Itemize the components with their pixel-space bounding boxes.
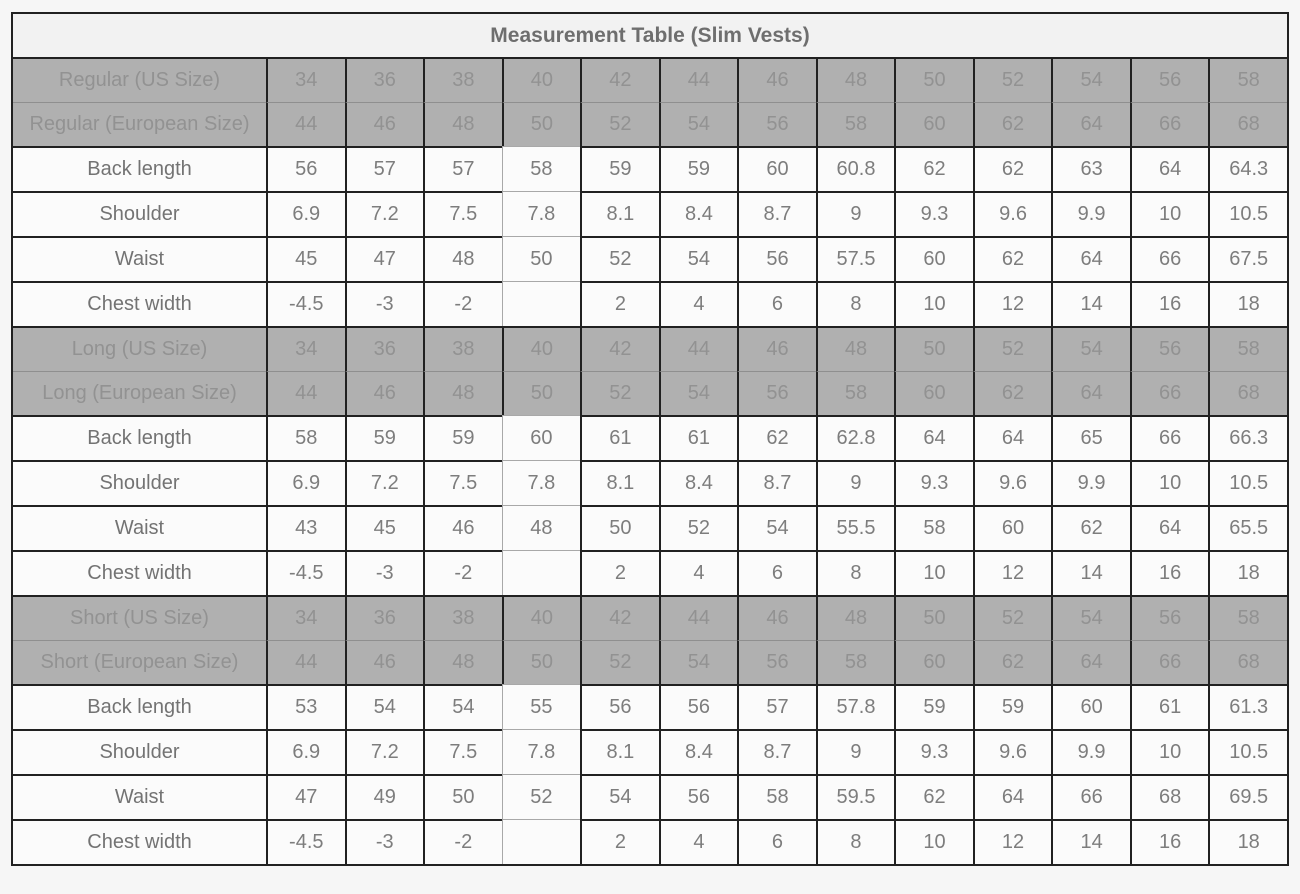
measurement-value-cell: 63 [1051,146,1130,191]
measurement-value-cell: 6.9 [266,191,345,236]
measurement-table [11,12,1289,866]
measurement-value-cell: 8.1 [580,729,659,774]
measurement-value-cell: 6 [737,550,816,595]
measurement-value-cell: 62 [973,236,1052,281]
section-long-us-size-row [13,326,1287,371]
measurement-value-cell: 47 [345,236,424,281]
eu-size-cell: 68 [1208,102,1287,146]
measurement-value-cell: 9.6 [973,460,1052,505]
measurement-value-cell: 64 [894,415,973,460]
measurement-value-cell: 9.3 [894,460,973,505]
eu-size-cell: 56 [737,102,816,146]
us-size-cell: 50 [894,57,973,102]
us-size-cell: 38 [423,595,502,640]
measurement-value-cell: 2 [580,550,659,595]
us-size-cell: 34 [266,57,345,102]
measurement-label: Shoulder [13,460,266,505]
measurement-row [13,281,1287,326]
measurement-value-cell: 66.3 [1208,415,1287,460]
measurement-value-cell: -4.5 [266,281,345,326]
measurement-value-cell: -2 [423,281,502,326]
measurement-value-cell: 60 [1051,684,1130,729]
measurement-row [13,819,1287,864]
measurement-row [13,550,1287,595]
measurement-value-cell: 6 [737,819,816,864]
measurement-value-cell: 68 [1130,774,1209,819]
section-short-eu-size-row [13,640,1287,684]
measurement-value-cell: 45 [345,505,424,550]
measurement-value-cell: 9.6 [973,191,1052,236]
measurement-value-cell: 57 [423,146,502,191]
us-size-cell: 48 [816,326,895,371]
measurement-value-cell: 8 [816,550,895,595]
measurement-value-cell: 18 [1208,281,1287,326]
eu-size-cell: 64 [1051,102,1130,146]
eu-size-cell: 52 [580,102,659,146]
measurement-row [13,146,1287,191]
eu-size-cell: 44 [266,102,345,146]
us-size-cell: 42 [580,326,659,371]
measurement-row [13,505,1287,550]
us-size-cell: 46 [737,57,816,102]
measurement-value-cell: 54 [737,505,816,550]
measurement-value-cell: 4 [659,281,738,326]
measurement-value-cell: 60 [737,146,816,191]
us-size-cell: 42 [580,57,659,102]
us-size-cell: 34 [266,326,345,371]
eu-size-cell: 48 [423,640,502,684]
eu-size-cell: 46 [345,371,424,415]
eu-size-cell: 58 [816,102,895,146]
measurement-label: Shoulder [13,191,266,236]
eu-size-cell: 44 [266,640,345,684]
measurement-value-cell: 10.5 [1208,460,1287,505]
measurement-value-cell: 56 [737,236,816,281]
measurement-value-cell: 55 [502,684,581,729]
measurement-value-cell: 12 [973,281,1052,326]
measurement-value-cell: 10 [1130,191,1209,236]
measurement-value-cell: 14 [1051,550,1130,595]
measurement-value-cell: 2 [580,281,659,326]
measurement-value-cell: 62.8 [816,415,895,460]
us-size-cell: 54 [1051,326,1130,371]
measurement-value-cell: 59 [580,146,659,191]
measurement-value-cell: 58 [502,146,581,191]
measurement-value-cell: 54 [659,236,738,281]
measurement-value-cell: 9 [816,729,895,774]
measurement-value-cell: 60.8 [816,146,895,191]
us-size-cell: 40 [502,57,581,102]
measurement-value-cell: 8 [816,819,895,864]
measurement-value-cell: 9.9 [1051,729,1130,774]
eu-size-cell: 56 [737,371,816,415]
measurement-value-cell: 10 [894,281,973,326]
eu-size-cell: 58 [816,640,895,684]
measurement-value-cell: 61.3 [1208,684,1287,729]
measurement-value-cell: 58 [737,774,816,819]
measurement-value-cell: 18 [1208,550,1287,595]
measurement-value-cell: 66 [1130,236,1209,281]
us-size-cell: 56 [1130,326,1209,371]
eu-size-cell: 62 [973,102,1052,146]
eu-size-cell: 48 [423,371,502,415]
section-long-eu-size-row [13,371,1287,415]
eu-size-cell: 56 [737,640,816,684]
us-size-cell: 44 [659,57,738,102]
measurement-value-cell: -3 [345,281,424,326]
measurement-label: Chest width [13,281,266,326]
eu-size-cell: 48 [423,102,502,146]
eu-size-label: Short (European Size) [13,640,266,684]
measurement-value-cell: 64.3 [1208,146,1287,191]
measurement-value-cell: 59 [659,146,738,191]
measurement-value-cell: 61 [659,415,738,460]
measurement-value-cell: 8.7 [737,729,816,774]
us-size-label: Regular (US Size) [13,57,266,102]
measurement-value-cell: 62 [973,146,1052,191]
us-size-cell: 40 [502,326,581,371]
measurement-value-cell: 56 [580,684,659,729]
us-size-cell: 46 [737,595,816,640]
measurement-value-cell: 8.4 [659,191,738,236]
measurement-value-cell: 49 [345,774,424,819]
us-size-cell: 58 [1208,57,1287,102]
eu-size-cell: 50 [502,102,581,146]
measurement-value-cell: 48 [423,236,502,281]
measurement-value-cell: 10 [894,819,973,864]
us-size-cell: 58 [1208,326,1287,371]
measurement-row [13,729,1287,774]
measurement-value-cell: 52 [502,774,581,819]
measurement-value-cell: 66 [1130,415,1209,460]
eu-size-cell: 54 [659,640,738,684]
section-regular-us-size-row [13,57,1287,102]
measurement-value-cell [502,819,581,864]
measurement-value-cell: 56 [659,684,738,729]
measurement-value-cell: 7.8 [502,460,581,505]
measurement-row [13,684,1287,729]
measurement-value-cell: 7.8 [502,191,581,236]
section-regular-eu-size-row [13,102,1287,146]
us-size-cell: 52 [973,57,1052,102]
measurement-value-cell: 54 [423,684,502,729]
measurement-value-cell: 9.3 [894,729,973,774]
measurement-value-cell: 4 [659,819,738,864]
measurement-value-cell: 65 [1051,415,1130,460]
measurement-value-cell: 14 [1051,281,1130,326]
measurement-value-cell: 66 [1051,774,1130,819]
measurement-value-cell: 7.8 [502,729,581,774]
eu-size-cell: 60 [894,371,973,415]
measurement-value-cell: 62 [1051,505,1130,550]
measurement-label: Waist [13,774,266,819]
measurement-value-cell: 62 [894,774,973,819]
measurement-value-cell: -2 [423,550,502,595]
measurement-label: Waist [13,505,266,550]
measurement-value-cell: 8.7 [737,191,816,236]
measurement-value-cell: 60 [973,505,1052,550]
measurement-value-cell: 8.4 [659,729,738,774]
measurement-value-cell: 59 [973,684,1052,729]
measurement-value-cell: 54 [580,774,659,819]
measurement-value-cell: -3 [345,819,424,864]
measurement-value-cell: 2 [580,819,659,864]
us-size-label: Long (US Size) [13,326,266,371]
measurement-value-cell: 7.5 [423,460,502,505]
measurement-value-cell: 48 [502,505,581,550]
measurement-label: Shoulder [13,729,266,774]
us-size-cell: 56 [1130,57,1209,102]
measurement-value-cell: 45 [266,236,345,281]
eu-size-cell: 62 [973,640,1052,684]
measurement-value-cell: 62 [737,415,816,460]
measurement-label: Chest width [13,819,266,864]
measurement-value-cell: 59 [345,415,424,460]
measurement-row [13,236,1287,281]
measurement-value-cell: 16 [1130,819,1209,864]
measurement-value-cell: -4.5 [266,819,345,864]
measurement-row [13,191,1287,236]
measurement-value-cell: 10.5 [1208,729,1287,774]
measurement-value-cell [502,281,581,326]
measurement-value-cell: 57 [345,146,424,191]
measurement-value-cell: 6.9 [266,460,345,505]
eu-size-cell: 60 [894,102,973,146]
us-size-cell: 46 [737,326,816,371]
measurement-value-cell: 56 [266,146,345,191]
measurement-row [13,460,1287,505]
us-size-cell: 58 [1208,595,1287,640]
measurement-value-cell: 9 [816,460,895,505]
measurement-value-cell: 12 [973,819,1052,864]
us-size-cell: 42 [580,595,659,640]
us-size-cell: 52 [973,326,1052,371]
us-size-cell: 56 [1130,595,1209,640]
measurement-value-cell: 64 [973,415,1052,460]
measurement-value-cell: 8 [816,281,895,326]
eu-size-cell: 66 [1130,102,1209,146]
measurement-value-cell: 64 [1130,146,1209,191]
measurement-value-cell: 6.9 [266,729,345,774]
measurement-value-cell: 50 [502,236,581,281]
measurement-value-cell: 50 [580,505,659,550]
measurement-value-cell: 50 [423,774,502,819]
eu-size-label: Regular (European Size) [13,102,266,146]
us-size-cell: 44 [659,595,738,640]
us-size-cell: 44 [659,326,738,371]
measurement-value-cell: -4.5 [266,550,345,595]
us-size-label: Short (US Size) [13,595,266,640]
measurement-value-cell: 58 [894,505,973,550]
measurement-value-cell: 4 [659,550,738,595]
measurement-value-cell: 59.5 [816,774,895,819]
measurement-value-cell: 60 [502,415,581,460]
measurement-value-cell: 46 [423,505,502,550]
measurement-value-cell: 62 [894,146,973,191]
measurement-value-cell: 59 [894,684,973,729]
measurement-table-body [13,14,1287,864]
us-size-cell: 54 [1051,595,1130,640]
eu-size-cell: 60 [894,640,973,684]
measurement-value-cell: 9.9 [1051,191,1130,236]
measurement-value-cell: 57.8 [816,684,895,729]
measurement-value-cell: 9 [816,191,895,236]
measurement-value-cell: 47 [266,774,345,819]
us-size-cell: 50 [894,595,973,640]
us-size-cell: 36 [345,326,424,371]
measurement-value-cell: 7.2 [345,460,424,505]
measurement-value-cell: 54 [345,684,424,729]
measurement-value-cell: 6 [737,281,816,326]
eu-size-cell: 52 [580,371,659,415]
eu-size-cell: 54 [659,102,738,146]
measurement-value-cell: 12 [973,550,1052,595]
eu-size-cell: 68 [1208,640,1287,684]
measurement-value-cell: -3 [345,550,424,595]
eu-size-cell: 66 [1130,640,1209,684]
us-size-cell: 36 [345,595,424,640]
measurement-value-cell: 43 [266,505,345,550]
measurement-value-cell: 59 [423,415,502,460]
measurement-value-cell: 16 [1130,550,1209,595]
measurement-value-cell: 61 [1130,684,1209,729]
us-size-cell: 50 [894,326,973,371]
measurement-value-cell: 9.6 [973,729,1052,774]
measurement-value-cell: 9.9 [1051,460,1130,505]
eu-size-cell: 44 [266,371,345,415]
measurement-value-cell: 8.7 [737,460,816,505]
measurement-value-cell: 18 [1208,819,1287,864]
us-size-cell: 38 [423,326,502,371]
measurement-value-cell: 7.5 [423,729,502,774]
measurement-value-cell: 10.5 [1208,191,1287,236]
measurement-value-cell: 8.4 [659,460,738,505]
eu-size-cell: 50 [502,640,581,684]
measurement-value-cell: 65.5 [1208,505,1287,550]
measurement-value-cell: -2 [423,819,502,864]
us-size-cell: 36 [345,57,424,102]
measurement-value-cell: 9.3 [894,191,973,236]
measurement-value-cell: 57 [737,684,816,729]
measurement-value-cell: 7.2 [345,729,424,774]
measurement-value-cell: 52 [659,505,738,550]
measurement-value-cell: 69.5 [1208,774,1287,819]
measurement-label: Chest width [13,550,266,595]
measurement-row [13,774,1287,819]
section-short-us-size-row [13,595,1287,640]
measurement-label: Back length [13,146,266,191]
measurement-value-cell: 53 [266,684,345,729]
measurement-value-cell: 7.5 [423,191,502,236]
measurement-value-cell: 8.1 [580,191,659,236]
measurement-value-cell: 10 [894,550,973,595]
measurement-value-cell: 52 [580,236,659,281]
measurement-value-cell: 16 [1130,281,1209,326]
us-size-cell: 48 [816,595,895,640]
eu-size-cell: 50 [502,371,581,415]
measurement-value-cell: 61 [580,415,659,460]
table-title-row [13,14,1287,57]
eu-size-cell: 52 [580,640,659,684]
measurement-value-cell: 10 [1130,729,1209,774]
measurement-value-cell: 14 [1051,819,1130,864]
measurement-value-cell: 7.2 [345,191,424,236]
measurement-value-cell [502,550,581,595]
eu-size-cell: 58 [816,371,895,415]
measurement-value-cell: 57.5 [816,236,895,281]
eu-size-cell: 66 [1130,371,1209,415]
measurement-value-cell: 8.1 [580,460,659,505]
measurement-value-cell: 60 [894,236,973,281]
us-size-cell: 54 [1051,57,1130,102]
eu-size-cell: 64 [1051,371,1130,415]
eu-size-cell: 54 [659,371,738,415]
eu-size-label: Long (European Size) [13,371,266,415]
eu-size-cell: 62 [973,371,1052,415]
us-size-cell: 52 [973,595,1052,640]
measurement-label: Back length [13,684,266,729]
us-size-cell: 38 [423,57,502,102]
measurement-row [13,415,1287,460]
measurement-value-cell: 58 [266,415,345,460]
us-size-cell: 40 [502,595,581,640]
measurement-label: Back length [13,415,266,460]
measurement-value-cell: 64 [1051,236,1130,281]
measurement-value-cell: 64 [1130,505,1209,550]
measurement-value-cell: 56 [659,774,738,819]
measurement-value-cell: 55.5 [816,505,895,550]
eu-size-cell: 46 [345,640,424,684]
us-size-cell: 34 [266,595,345,640]
us-size-cell: 48 [816,57,895,102]
table-title: Measurement Table (Slim Vests) [13,14,1287,57]
eu-size-cell: 46 [345,102,424,146]
measurement-value-cell: 64 [973,774,1052,819]
measurement-value-cell: 10 [1130,460,1209,505]
eu-size-cell: 64 [1051,640,1130,684]
eu-size-cell: 68 [1208,371,1287,415]
measurement-value-cell: 67.5 [1208,236,1287,281]
measurement-label: Waist [13,236,266,281]
